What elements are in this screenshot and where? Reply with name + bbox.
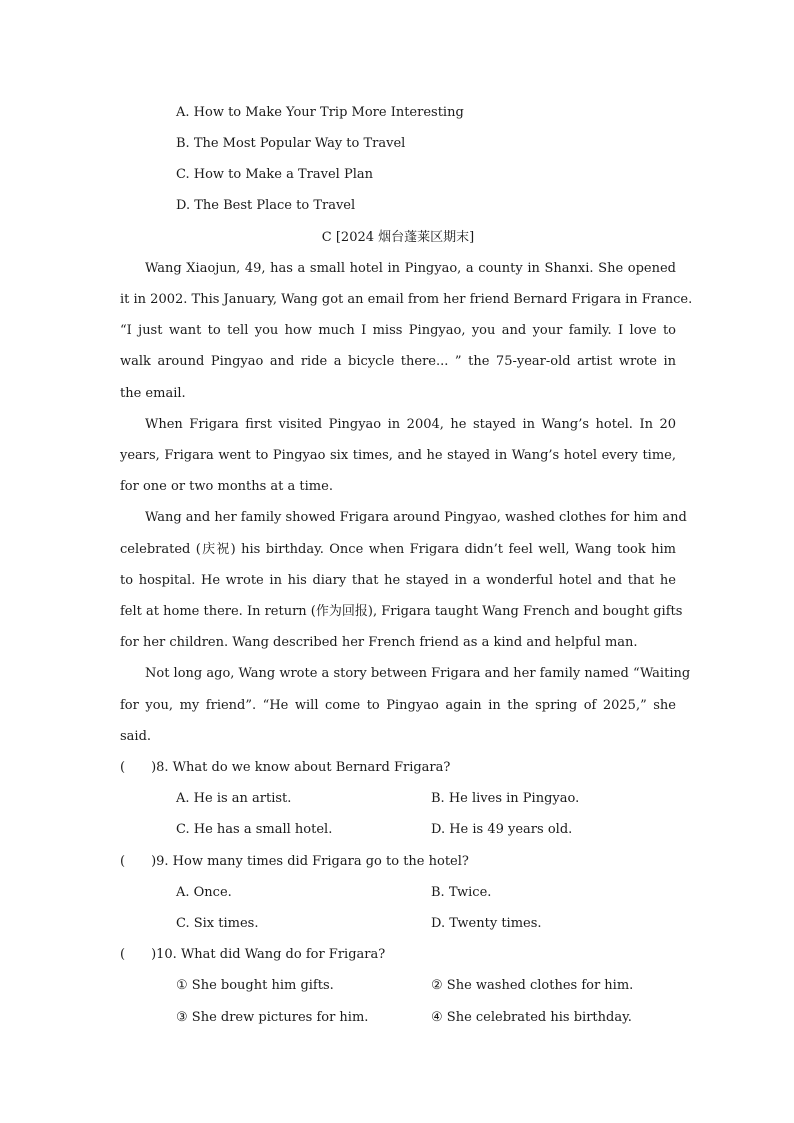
passage-line: walk around Pingyao and ride a bicycle there... ” the 75-year-old artist wrote in [120, 354, 676, 369]
passage-line: for you, my friend”. “He will come to Pingyao again in the spring of 2025,” she [120, 698, 676, 713]
question-stem-10: ( )10. What did Wang do for Frigara? [120, 947, 386, 962]
passage-line: to hospital. He wrote in his diary that he stayed in a wonderful hotel and that he [120, 573, 676, 588]
prev-option-c: C. How to Make a Travel Plan [176, 167, 373, 182]
passage-line: felt at home there. In return (作为回报), Frigara taught Wang French and bought gifts [120, 604, 683, 619]
answer-option-8b[interactable]: B. He lives in Pingyao. [431, 791, 580, 806]
passage-line: for one or two months at a time. [120, 479, 333, 494]
answer-option-8d[interactable]: D. He is 49 years old. [431, 822, 573, 837]
prev-option-d: D. The Best Place to Travel [176, 198, 356, 213]
answer-option-9b[interactable]: B. Twice. [431, 885, 492, 900]
answer-option-9c[interactable]: C. Six times. [176, 916, 259, 931]
passage-line: it in 2002. This January, Wang got an email from her friend Bernard Frigara in France. [120, 292, 693, 307]
passage-line: Wang and her family showed Frigara around Pingyao, washed clothes for him and [145, 510, 687, 525]
passage-line: When Frigara first visited Pingyao in 2004, he stayed in Wang’s hotel. In 20 [145, 417, 676, 432]
passage-line: “I just want to tell you how much I miss Pingyao, you and your family. I love to [120, 323, 676, 338]
answer-option-8a[interactable]: A. He is an artist. [176, 791, 292, 806]
passage-line: Wang Xiaojun, 49, has a small hotel in Pingyao, a county in Shanxi. She opened [145, 261, 676, 276]
answer-option-10-3[interactable]: ③ She drew pictures for him. [176, 1010, 369, 1025]
passage-line: years, Frigara went to Pingyao six times, and he stayed in Wang’s hotel every time, [120, 448, 676, 463]
question-stem-9: ( )9. How many times did Frigara go to the hotel? [120, 854, 469, 869]
passage-line: for her children. Wang described her French friend as a kind and helpful man. [120, 635, 638, 650]
passage-line: Not long ago, Wang wrote a story between Frigara and her family named “Waiting [145, 666, 691, 681]
passage-line: said. [120, 729, 152, 744]
answer-option-10-4[interactable]: ④ She celebrated his birthday. [431, 1010, 632, 1025]
answer-option-8c[interactable]: C. He has a small hotel. [176, 822, 333, 837]
question-stem-8: ( )8. What do we know about Bernard Frigara? [120, 760, 451, 775]
passage-line: the email. [120, 386, 186, 401]
answer-option-9a[interactable]: A. Once. [176, 885, 232, 900]
answer-option-10-2[interactable]: ② She washed clothes for him. [431, 978, 634, 993]
passage-line: celebrated (庆祝) his birthday. Once when Frigara didn’t feel well, Wang took him [120, 542, 676, 557]
prev-option-b: B. The Most Popular Way to Travel [176, 136, 406, 151]
section-heading: C [2024 烟台蓬莱区期末] [321, 230, 475, 245]
prev-option-a: A. How to Make Your Trip More Interesting [176, 105, 464, 120]
answer-option-10-1[interactable]: ① She bought him gifts. [176, 978, 334, 993]
answer-option-9d[interactable]: D. Twenty times. [431, 916, 542, 931]
